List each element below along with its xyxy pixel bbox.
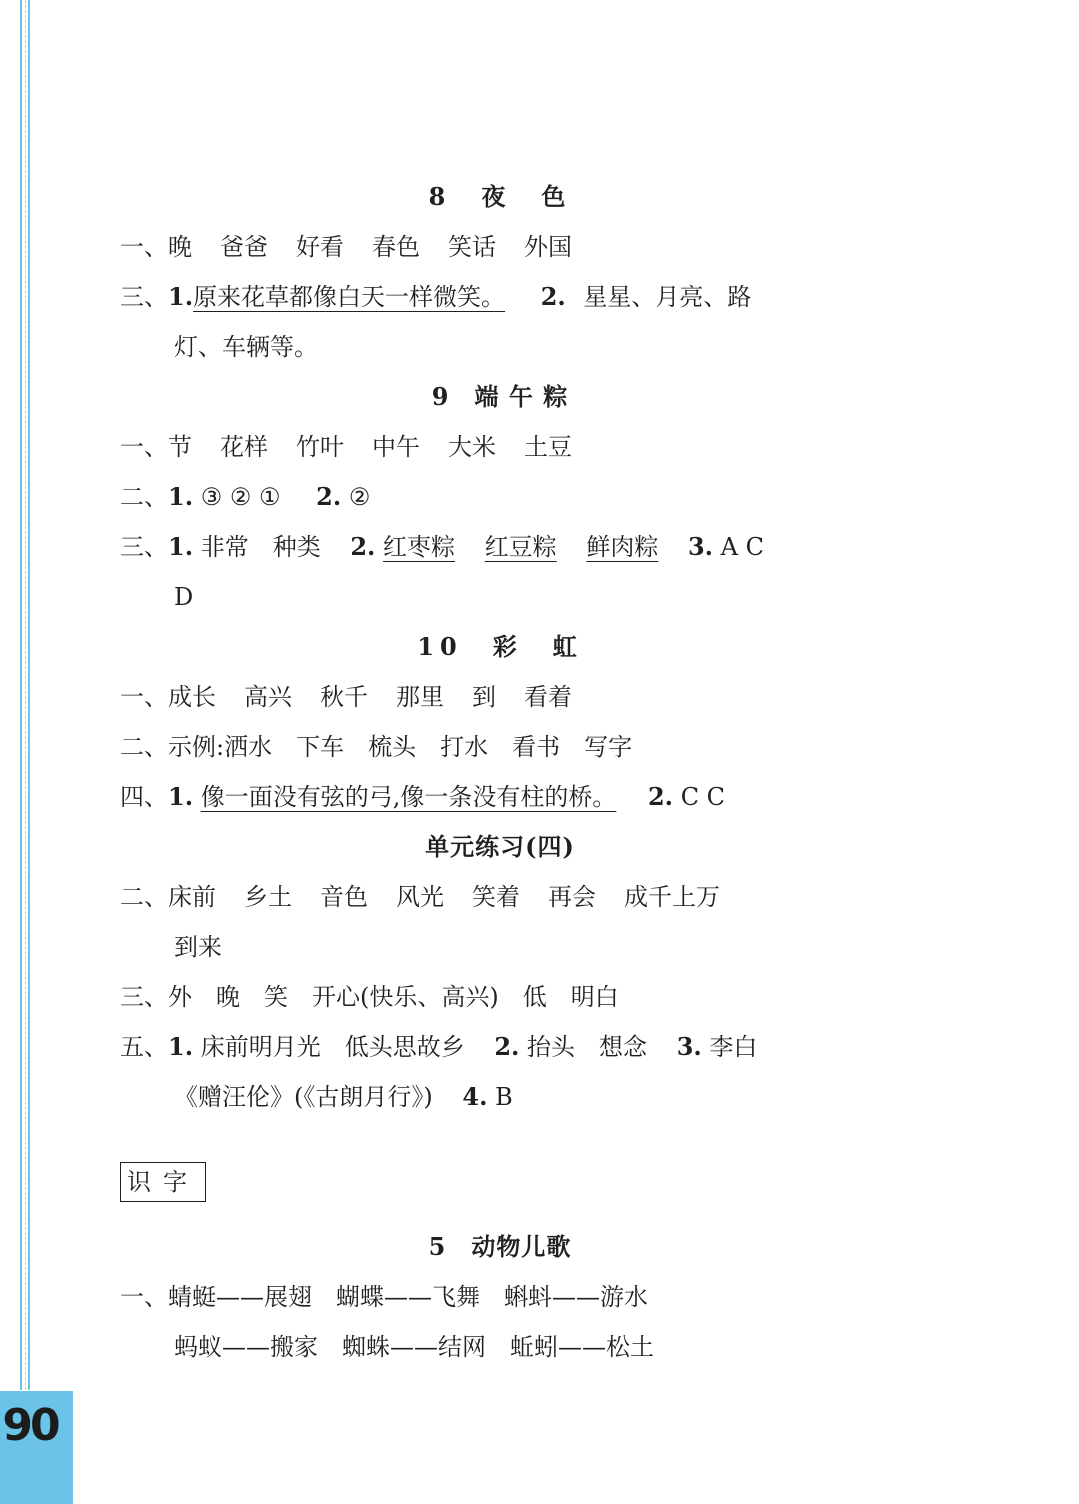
answer-item: 中午 (372, 433, 420, 461)
section-title-5: 5 动物儿歌 (428, 1232, 572, 1261)
answer-text: 《赠汪伦》(《古朗月行》) (174, 1083, 433, 1111)
answer-line (120, 722, 880, 772)
sub-number: 1. (168, 1032, 194, 1061)
question-prefix: 二、 (120, 733, 168, 761)
answer-item: 节 (168, 433, 192, 461)
box-label-row (120, 1162, 880, 1212)
sub-number: 1. (168, 782, 194, 811)
answer-line-cont: 灯、车辆等。 (174, 333, 318, 361)
sub-number: 1. (168, 482, 194, 511)
answer-item: 大米 (448, 433, 496, 461)
answer-item: 成长 (168, 683, 216, 711)
answer-text: A C (720, 533, 764, 561)
answer-line-cont: 蚂蚁——搬家 蜘蛛——结网 蚯蚓——松土 (174, 1333, 654, 1361)
sub-number: 3. (676, 1032, 702, 1061)
question-prefix: 二、 (120, 483, 168, 511)
question-prefix: 三、 (120, 533, 168, 561)
answer-line (120, 1272, 880, 1322)
answer-item: 再会 (548, 883, 596, 911)
sub-number: 3. (687, 532, 714, 561)
question-prefix: 一、 (120, 683, 168, 711)
answer-item: 土豆 (524, 433, 572, 461)
answer-item: 风光 (396, 883, 444, 911)
sub-number: 2. (540, 282, 566, 311)
answer-line-cont: 到来 (174, 933, 222, 961)
answer-line-cont (120, 1072, 880, 1122)
answer-item: 床前 (168, 883, 216, 911)
question-prefix: 五、 (120, 1033, 168, 1061)
section-title-unit-4: 单元练习(四) (425, 832, 575, 861)
answer-line (120, 522, 880, 572)
answer-line (120, 472, 880, 522)
page-number: 90 (2, 1400, 58, 1451)
answer-text: ③ ② ① (200, 483, 281, 511)
underlined-answer: 鲜肉粽 (586, 533, 659, 561)
answer-item: 到 (472, 683, 496, 711)
question-prefix: 三、 (120, 983, 168, 1011)
question-prefix: 一、 (120, 1283, 168, 1311)
question-prefix: 二、 (120, 883, 168, 911)
sub-number: 2. (316, 482, 342, 511)
underlined-answer: 像一面没有弦的弓,像一条没有柱的桥。 (200, 783, 617, 811)
answer-item: 春色 (372, 233, 420, 261)
sub-number: 1. (168, 532, 194, 561)
question-prefix: 一、 (120, 433, 168, 461)
sub-number: 2. (494, 1032, 520, 1061)
answer-item: 看着 (524, 683, 572, 711)
answer-item: 笑着 (472, 883, 520, 911)
answer-item: 外国 (524, 233, 572, 261)
answer-item: 高兴 (244, 683, 292, 711)
section-title-10: 10 彩 虹 (417, 632, 583, 661)
sub-number: 1. (168, 282, 194, 311)
answer-text: ② (348, 483, 371, 511)
section-title-8: 8 夜 色 (428, 182, 572, 211)
section-title-9: 9 端 午 粽 (431, 382, 569, 411)
answer-line (120, 672, 880, 722)
spacer (120, 1122, 880, 1162)
answer-text: C C (680, 783, 726, 811)
answer-line (120, 872, 880, 922)
answer-item: 好看 (296, 233, 344, 261)
answer-text: B (495, 1083, 513, 1111)
answer-text: 非常 种类 (200, 533, 321, 561)
answer-line (120, 422, 880, 472)
question-prefix: 三、 (120, 283, 168, 311)
answer-item: 笑话 (448, 233, 496, 261)
answer-item: 竹叶 (296, 433, 344, 461)
answer-item: 那里 (396, 683, 444, 711)
answer-text: 床前明月光 低头思故乡 (200, 1033, 465, 1061)
answer-item: 秋千 (320, 683, 368, 711)
answer-text: 星星、月亮、路 (583, 283, 752, 311)
answer-line (120, 772, 880, 822)
answer-line (120, 272, 880, 322)
sub-number: 2. (350, 532, 376, 561)
literacy-box-label: 识字 (120, 1162, 206, 1202)
answer-item: 音色 (320, 883, 368, 911)
answer-line-cont: D (174, 583, 194, 611)
answer-item: 晚 (168, 233, 192, 261)
answer-text: 蜻蜓——展翅 蝴蝶——飞舞 蝌蚪——游水 (168, 1283, 648, 1311)
answer-item: 成千上万 (624, 883, 720, 911)
answer-text: 抬头 想念 (527, 1033, 648, 1061)
sub-number: 2. (647, 782, 674, 811)
answer-line (120, 222, 880, 272)
underlined-answer: 红豆粽 (484, 533, 557, 561)
question-prefix: 一、 (120, 233, 168, 261)
answer-line (120, 1022, 880, 1072)
answer-text: 示例:洒水 下车 梳头 打水 看书 写字 (168, 733, 633, 761)
answer-text: 李白 (709, 1033, 758, 1061)
answer-text: 外 晚 笑 开心(快乐、高兴) 低 明白 (168, 983, 619, 1011)
question-prefix: 四、 (120, 783, 168, 811)
answer-item: 乡土 (244, 883, 292, 911)
answer-item: 花样 (220, 433, 268, 461)
sub-number: 4. (462, 1082, 488, 1111)
margin-decoration (20, 0, 30, 1390)
underlined-answer: 红枣粽 (383, 533, 456, 561)
answer-content (120, 172, 880, 1372)
underlined-answer: 原来花草都像白天一样微笑。 (193, 283, 506, 311)
answer-item: 爸爸 (220, 233, 268, 261)
answer-line (120, 972, 880, 1022)
